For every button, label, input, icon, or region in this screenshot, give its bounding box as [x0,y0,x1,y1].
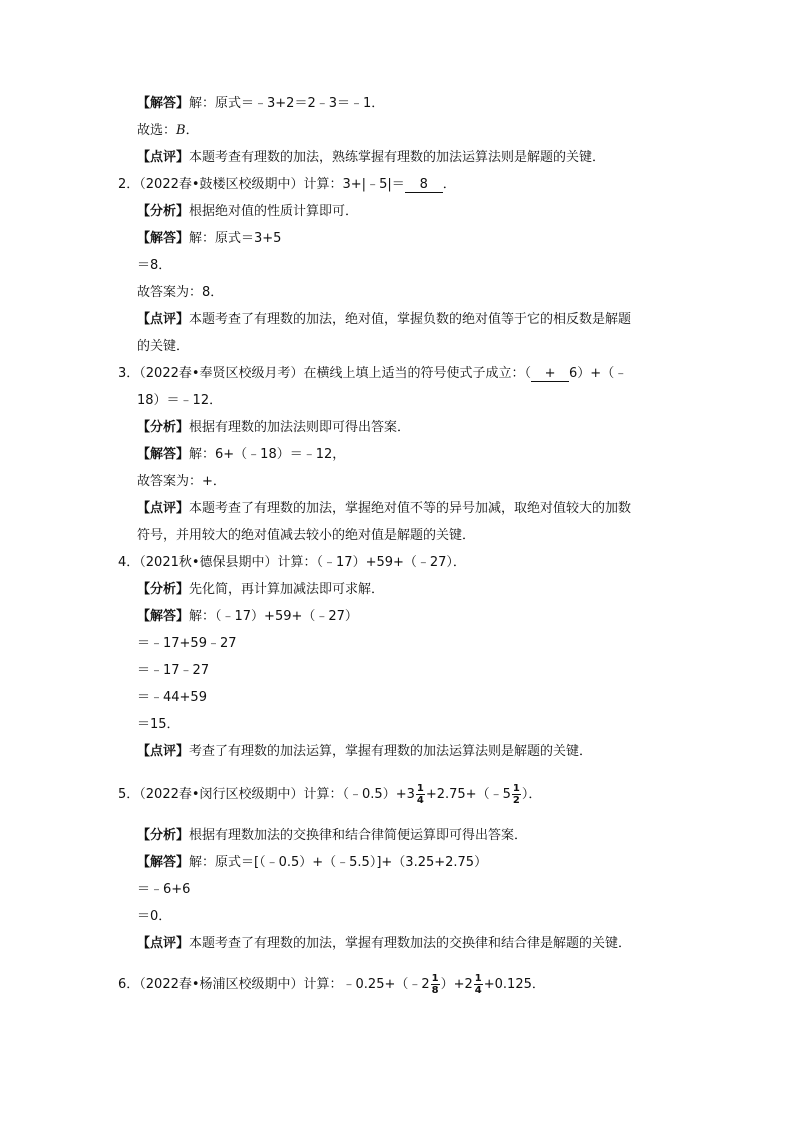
choice-letter: B [176,123,186,138]
fraction-one-quarter [416,783,425,806]
question-5-stem [118,782,541,808]
analysis-tag: 【分析】 [137,204,190,219]
question-stem-middle: +2.75+（﹣5 [425,787,511,802]
fraction-denominator: 2 [512,795,520,806]
answer-line [137,446,345,464]
answer-line [137,95,384,113]
comment-text: 考查了有理数的加法运算，掌握有理数的加法运算法则是解题的关键． [189,744,593,759]
question-2-stem [118,176,456,194]
analysis-text: 根据有理数的加法法则即可得出答案． [189,420,411,435]
choice-suffix: ． [185,123,199,138]
comment-tag: 【点评】 [137,312,190,327]
comment-text: 本题考查了有理数的加法，掌握有理数加法的交换律和结合律是解题的关键． [189,936,632,951]
analysis-tag: 【分析】 [137,582,190,597]
fraction-denominator: 8 [431,985,439,996]
choice-prefix: 故选： [137,123,177,138]
fraction-one-quarter [474,973,483,996]
fraction-numerator: 1 [512,783,520,794]
answer-step: ＝﹣44+59 [137,690,207,705]
question-stem-text: 5．（2022春•闵行区校级期中）计算：（﹣0.5）+3 [118,787,415,802]
comment-line [137,743,592,761]
answer-text: 解：6+（﹣18）＝﹣12， [189,447,346,462]
question-3-stem-continuation: 18）＝﹣12． [137,393,223,408]
answer-line [137,230,281,248]
answer-step: ＝15． [137,717,180,732]
analysis-text: 根据有理数加法的交换律和结合律简便运算即可得出答案． [189,828,528,843]
comment-text: 本题考查了有理数的加法，掌握绝对值不等的异号加减，取绝对值较大的加数 [189,501,632,516]
comment-line [137,311,631,329]
fraction-denominator: 4 [474,985,482,996]
answer-step: ＝﹣6+6 [137,882,191,897]
answer-step: ＝﹣17+59﹣27 [137,636,237,651]
comment-line [137,935,631,953]
answer-tag: 【解答】 [137,609,190,624]
comment-text: 本题考查了有理数的加法，绝对值，掌握负数的绝对值等于它的相反数是解题 [189,312,632,327]
answer-line [137,608,358,626]
comment-text: 本题考查有理数的加法，熟练掌握有理数的加法运算法则是解题的关键． [189,150,606,165]
answer-text: 解：（﹣17）+59+（﹣27） [189,609,358,624]
answer-step: 故答案为：+． [137,474,226,489]
analysis-text: 先化简，再计算加减法即可求解． [189,582,385,597]
question-stem-end: +0.125． [483,977,545,992]
question-stem-middle: ）+2 [440,977,473,992]
answer-tag: 【解答】 [137,855,190,870]
fraction-denominator: 4 [416,795,424,806]
answer-line [137,854,487,872]
fraction-one-half [512,783,521,806]
comment-tag: 【点评】 [137,501,190,516]
comment-tag: 【点评】 [137,744,190,759]
answer-text: 解：原式＝[（﹣0.5）+（﹣5.5）]+（3.25+2.75） [189,855,488,870]
analysis-line [137,827,527,845]
answer-tag: 【解答】 [137,231,190,246]
analysis-tag: 【分析】 [137,420,190,435]
answer-step: 故答案为：8． [137,285,224,300]
question-4-stem: 4．（2021秋•德保县期中）计算：（﹣17）+59+（﹣27）． [118,555,466,570]
comment-tag: 【点评】 [137,936,190,951]
analysis-line [137,581,384,599]
question-stem-text: 2．（2022春•鼓楼区校级期中）计算：3+|﹣5|＝ [118,177,405,192]
fraction-numerator: 1 [431,973,439,984]
question-stem-text: 6．（2022春•杨浦区校级期中）计算：﹣0.25+（﹣2 [118,977,430,992]
answer-blank: 8 [405,177,443,193]
question-6-stem [118,972,545,998]
fraction-numerator: 1 [416,783,424,794]
answer-step: ＝8． [137,258,172,273]
question-stem-end: ）． [521,787,542,802]
answer-blank: + [531,366,569,382]
answer-step: ＝0． [137,909,172,924]
question-stem-end: ． [442,177,456,192]
comment-tag: 【点评】 [137,150,190,165]
fraction-one-eighth [431,973,440,996]
choice-line [137,122,199,140]
answer-tag: 【解答】 [137,447,190,462]
answer-tag: 【解答】 [137,96,190,111]
analysis-text: 根据绝对值的性质计算即可． [189,204,359,219]
comment-line [137,500,631,518]
question-stem-end: 6）+（﹣ [569,366,628,381]
comment-continuation: 符号，并用较大的绝对值减去较小的绝对值是解题的关键． [137,528,476,543]
comment-line [137,149,605,167]
answer-text: 解：原式＝﹣3+2＝2﹣3＝﹣1． [189,96,385,111]
analysis-line [137,203,358,221]
comment-continuation: 的关键． [137,339,190,354]
analysis-tag: 【分析】 [137,828,190,843]
analysis-line [137,419,410,437]
question-3-stem [118,365,627,383]
answer-text: 解：原式＝3+5 [189,231,282,246]
question-stem-text: 3．（2022春•奉贤区校级月考）在横线上填上适当的符号使式子成立：（ [118,366,532,381]
answer-step: ＝﹣17﹣27 [137,663,210,678]
fraction-numerator: 1 [474,973,482,984]
